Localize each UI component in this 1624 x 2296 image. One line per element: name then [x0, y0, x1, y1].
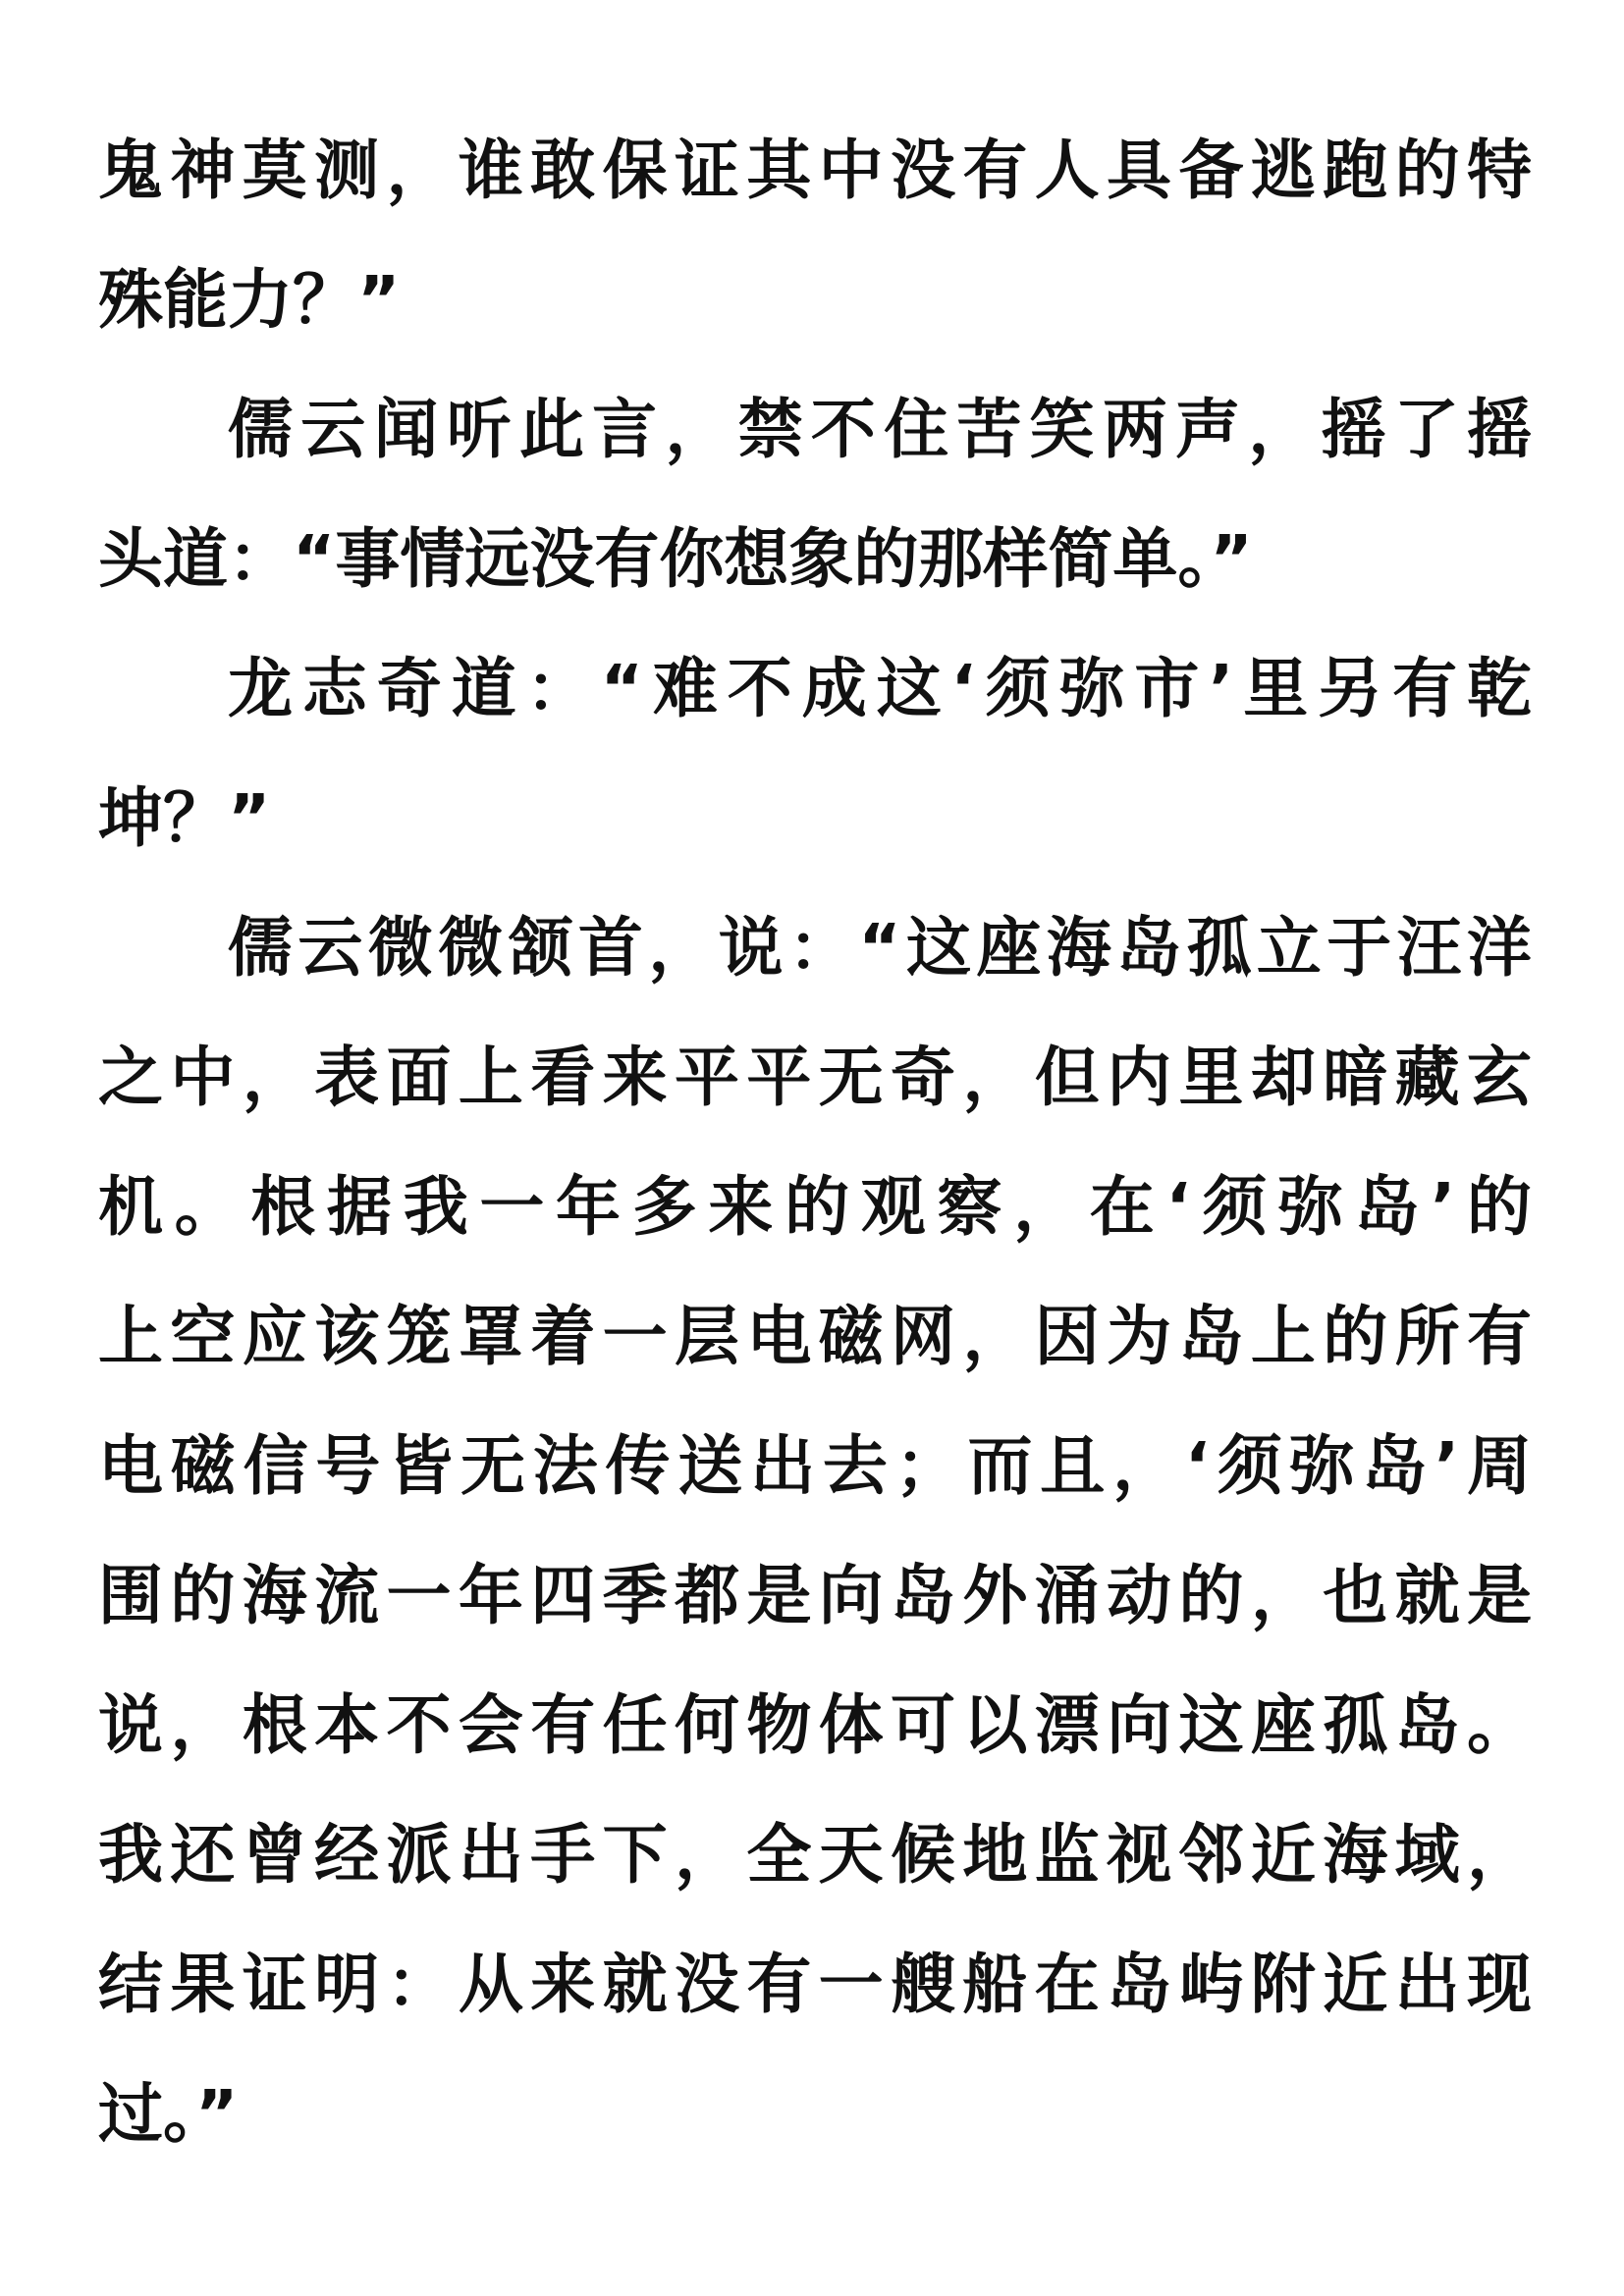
- text-line: 我还曾经派出手下，全天候地监视邻近海域，: [98, 1817, 1532, 1893]
- text-line: 机。根据我一年多来的观察，在‘须弥岛’的: [98, 1169, 1532, 1245]
- text-line: 说，根本不会有任何物体可以漂向这座孤岛。: [98, 1687, 1532, 1763]
- text-body: [98, 106, 1532, 2179]
- text-line: 之中，表面上看来平平无奇，但内里却暗藏玄: [98, 1040, 1532, 1115]
- text-line: 鬼神莫测，谁敢保证其中没有人具备逃跑的特: [98, 133, 1532, 208]
- paragraph-first-line: 龙志奇道：“难不成这‘须弥市’里另有乾: [228, 651, 1532, 726]
- paragraph-first-line: 儒云闻听此言，禁不住苦笑两声，摇了摇: [228, 392, 1532, 467]
- text-line: 电磁信号皆无法传送出去；而且，‘须弥岛’周: [98, 1428, 1532, 1504]
- paragraph-first-line: 儒云微微颔首，说：“这座海岛孤立于汪洋: [228, 910, 1532, 986]
- text-line: 头道：“事情远没有你想象的那样简单。”: [98, 521, 1253, 597]
- text-line: 过。”: [98, 2076, 239, 2152]
- text-line: 结果证明：从来就没有一艘船在岛屿附近出现: [98, 1947, 1532, 2022]
- text-line: 围的海流一年四季都是向岛外涌动的，也就是: [98, 1558, 1532, 1633]
- text-line: 上空应该笼罩着一层电磁网，因为岛上的所有: [98, 1299, 1532, 1374]
- text-line: 殊能力？”: [98, 262, 401, 338]
- text-line: 坤？”: [98, 780, 271, 856]
